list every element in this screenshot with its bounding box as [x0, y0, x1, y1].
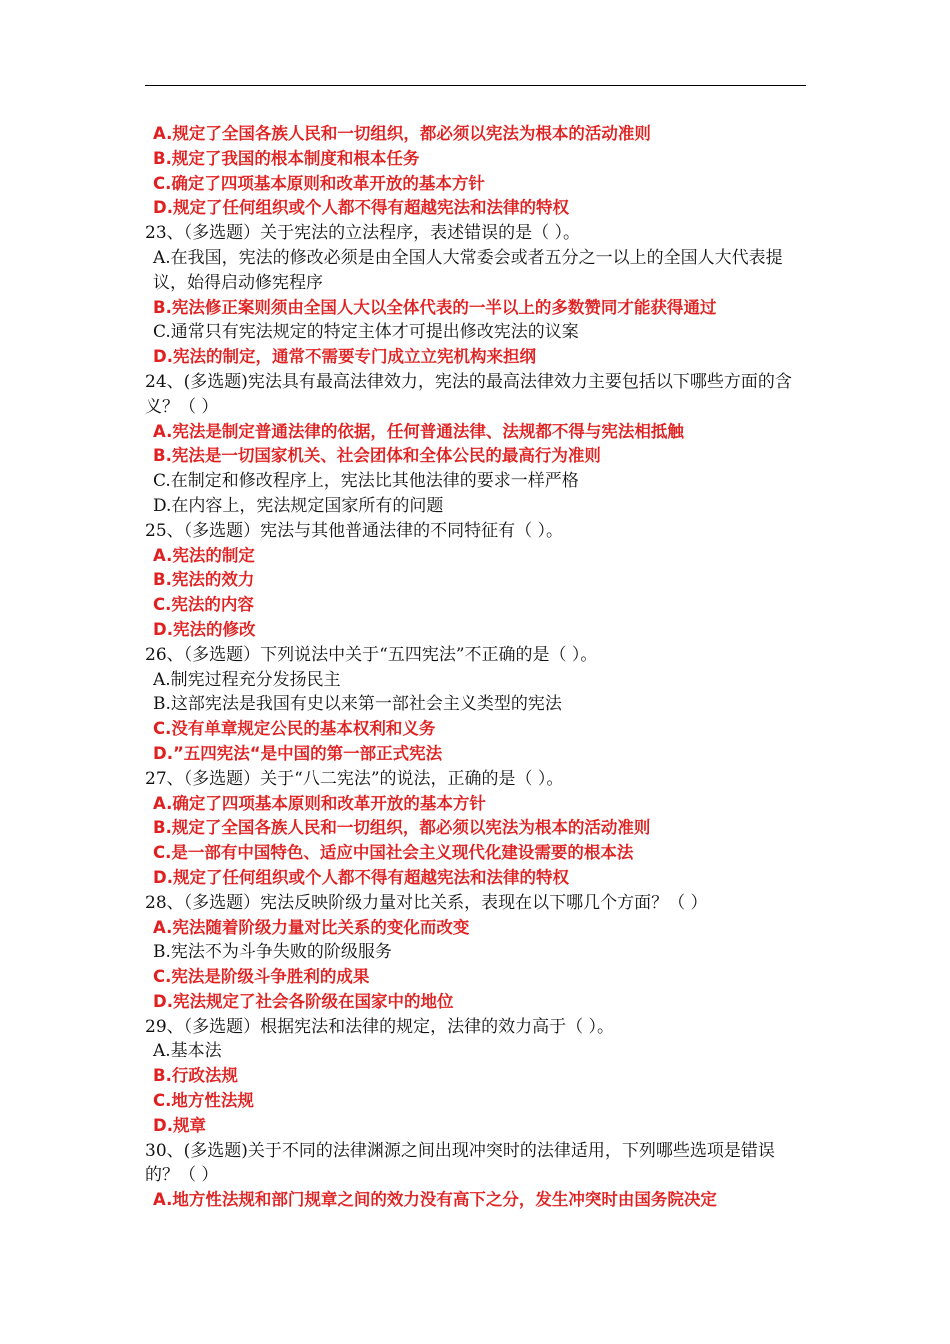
correct-option: D.规章	[153, 1115, 206, 1135]
option: C.在制定和修改程序上，宪法比其他法律的要求一样严格	[153, 471, 579, 492]
correct-option: A.宪法随着阶级力量对比关系的变化而改变	[153, 917, 470, 937]
header-rule	[145, 85, 806, 86]
option: A.在我国，宪法的修改必须是由全国人大常委会或者五分之一以上的全国人大代表提议，始得启动修宪程序	[153, 247, 783, 293]
correct-option: B.宪法是一切国家机关、社会团体和全体公民的最高行为准则	[153, 446, 601, 466]
correct-option: D.规定了任何组织或个人都不得有超越宪法和法律的特权	[153, 867, 569, 887]
correct-option: C.确定了四项基本原则和改革开放的基本方针	[153, 173, 485, 193]
question-stem: 29、（多选题）根据宪法和法律的规定，法律的效力高于（ ）。	[145, 1016, 615, 1037]
option: D.在内容上，宪法规定国家所有的问题	[153, 495, 444, 516]
correct-option: C.没有单章规定公民的基本权利和义务	[153, 719, 436, 739]
correct-option: A.确定了四项基本原则和改革开放的基本方针	[153, 793, 486, 813]
correct-option: D.”五四宪法“是中国的第一部正式宪法	[153, 743, 443, 763]
question-stem: 23、（多选题）关于宪法的立法程序，表述错误的是（ ）。	[145, 223, 581, 244]
option: C.通常只有宪法规定的特定主体才可提出修改宪法的议案	[153, 322, 579, 343]
correct-option: B.宪法修正案则须由全国人大以全体代表的一半以上的多数赞同才能获得通过	[153, 297, 717, 317]
option: A.基本法	[153, 1041, 222, 1062]
correct-option: B.行政法规	[153, 1066, 238, 1086]
correct-option: D.宪法的制定，通常不需要专门成立立宪机构来担纲	[153, 347, 536, 367]
option: B.宪法不为斗争失败的阶级服务	[153, 942, 392, 963]
question-stem: 27、（多选题）关于“八二宪法”的说法，正确的是（ ）。	[145, 768, 564, 789]
correct-option: C.地方性法规	[153, 1091, 254, 1111]
correct-option: A.地方性法规和部门规章之间的效力没有高下之分，发生冲突时由国务院决定	[153, 1190, 717, 1210]
correct-option: D.规定了任何组织或个人都不得有超越宪法和法律的特权	[153, 198, 569, 218]
correct-option: C.宪法是阶级斗争胜利的成果	[153, 967, 370, 987]
correct-option: B.宪法的效力	[153, 570, 255, 590]
question-stem: 25、（多选题）宪法与其他普通法律的不同特征有（ ）。	[145, 520, 564, 541]
correct-option: D.宪法规定了社会各阶级在国家中的地位	[153, 991, 454, 1011]
option: B.这部宪法是我国有史以来第一部社会主义类型的宪法	[153, 694, 562, 715]
correct-option: B.规定了全国各族人民和一切组织，都必须以宪法为根本的活动准则	[153, 818, 651, 838]
correct-option: C.宪法的内容	[153, 595, 254, 615]
correct-option: A.宪法是制定普通法律的依据，任何普通法律、法规都不得与宪法相抵触	[153, 421, 684, 441]
question-stem: 24、(多选题)宪法具有最高法律效力，宪法的最高法律效力主要包括以下哪些方面的含义？（ ）	[145, 371, 792, 417]
question-list	[145, 122, 807, 1213]
correct-option: A.规定了全国各族人民和一切组织，都必须以宪法为根本的活动准则	[153, 124, 651, 143]
question-stem: 26、（多选题）下列说法中关于“五四宪法”不正确的是（ ）。	[145, 644, 598, 665]
question-stem: 30、(多选题)关于不同的法律渊源之间出现冲突时的法律适用，下列哪些选项是错误的？（ ）	[145, 1140, 775, 1186]
correct-option: C.是一部有中国特色、适应中国社会主义现代化建设需要的根本法	[153, 843, 634, 863]
correct-option: D.宪法的修改	[153, 619, 256, 639]
question-stem: 28、（多选题）宪法反映阶级力量对比关系，表现在以下哪几个方面？（ ）	[145, 892, 708, 913]
option: A.制宪过程充分发扬民主	[153, 669, 341, 690]
correct-option: B.规定了我国的根本制度和根本任务	[153, 148, 420, 168]
correct-option: A.宪法的制定	[153, 545, 255, 565]
